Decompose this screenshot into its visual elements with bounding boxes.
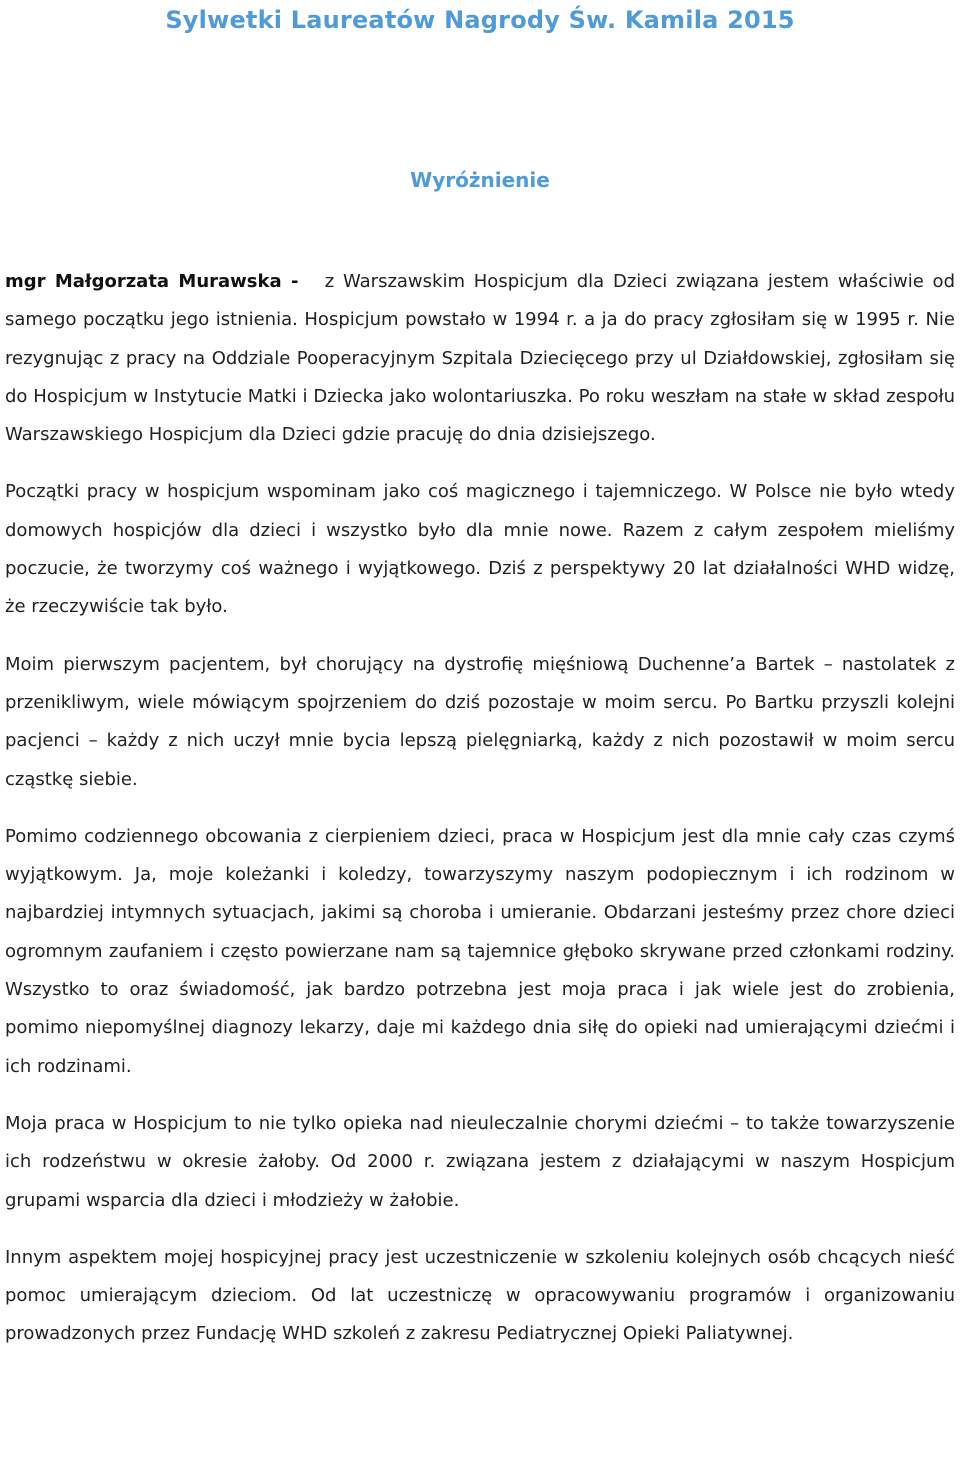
document-body: [5, 263, 955, 1373]
paragraph-training: Innym aspektem mojej hospicyjnej pracy jest uczestniczenie w szkoleniu kolejnych osób chcących nieść pomoc umierającym dzieciom. Od lat uczestniczę w opracowywaniu programów i organizowaniu prowadzonych przez Fundację WHD szkoleń z zakresu Pediatrycznej Opieki Paliatywnej.: [5, 1246, 955, 1345]
paragraph-bereavement-support: Moja praca w Hospicjum to nie tylko opieka nad nieuleczalnie chorymi dziećmi – to także towarzyszenie ich rodzeństwu w okresie żałoby. Od 2000 r. związana jestem z działającymi w naszym Hospicjum grupami wsparcia dla dzieci i młodzieży w żałobie.: [5, 1112, 955, 1211]
page-header-title: Sylwetki Laureatów Nagrody Św. Kamila 2015: [165, 6, 795, 34]
paragraph-beginnings: Początki pracy w hospicjum wspominam jako coś magicznego i tajemniczego. W Polsce nie było wtedy domowych hospicjów dla dzieci i wszystko było dla mnie nowe. Razem z całym zespołem mieliśmy poczucie, że tworzymy coś ważnego i wyjątkowego. Dziś z perspektywy 20 lat działalności WHD widzę, że rzeczywiście tak było.: [5, 481, 955, 618]
laureate-name: mgr Małgorzata Murawska -: [5, 271, 299, 292]
intro-paragraph: [5, 263, 955, 454]
paragraph-daily-work: Pomimo codziennego obcowania z cierpieniem dzieci, praca w Hospicjum jest dla mnie cały czas czymś wyjątkowym. Ja, moje koleżanki i koledzy, towarzyszymy naszym podopiecznym i ich rodzinom w najbardziej intymnych sytuacjach, jakimi są choroba i umieranie. Obdarzani jesteśmy przez chore dzieci ogromnym zaufaniem i często powierzane nam są tajemnice głęboko skrywane przed członkami rodziny. Wszystko to oraz świadomość, jak bardzo potrzebna jest moja praca i jak wiele jest do zrobienia, pomimo niepomyślnej diagnozy lekarzy, daje mi każdego dnia siłę do opieki nad umierającymi dziećmi i ich rodzinami.: [5, 825, 955, 1077]
section-title: Wyróżnienie: [410, 168, 550, 192]
paragraph-first-patient: Moim pierwszym pacjentem, był chorujący na dystrofię mięśniową Duchenne’a Bartek – nastolatek z przenikliwym, wiele mówiącym spojrzeniem do dziś pozostaje w moim sercu. Po Bartku przyszli kolejni pacjenci – każdy z nich uczył mnie bycia lepszą pielęgniarką, każdy z nich pozostawił w moim sercu cząstkę siebie.: [5, 653, 955, 790]
intro-text: z Warszawskim Hospicjum dla Dzieci związana jestem właściwie od samego początku jego istnienia. Hospicjum powstało w 1994 r. a ja do pracy zgłosiłam się w 1995 r. Nie rezygnując z pracy na Oddziale Pooperacyjnym Szpitala Dziecięcego przy ul Działdowskiej, zgłosiłam się do Hospicjum w Instytucie Matki i Dziecka jako wolontariuszka. Po roku weszłam na stałe w skład zespołu Warszawskiego Hospicjum dla Dzieci gdzie pracuję do dnia dzisiejszego.: [5, 271, 955, 446]
